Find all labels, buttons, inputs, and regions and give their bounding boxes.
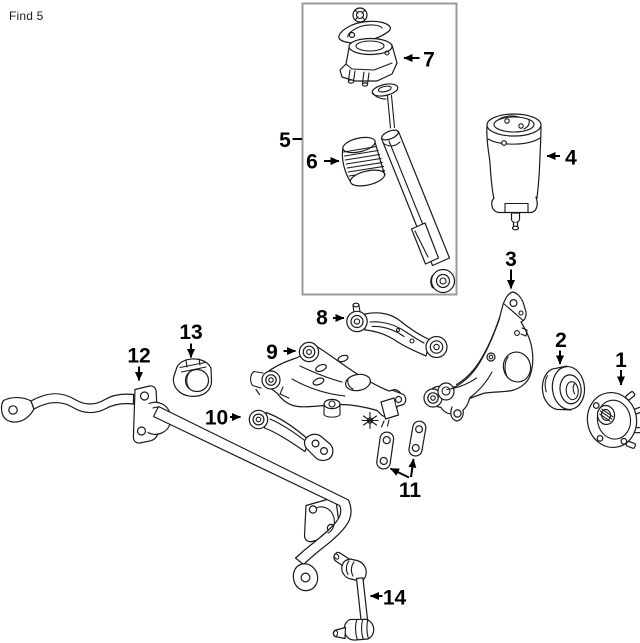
callout-14[interactable]: 14 bbox=[382, 586, 407, 610]
callout-2[interactable]: 2 bbox=[555, 329, 567, 352]
callout-13[interactable]: 13 bbox=[179, 321, 203, 344]
stabilizer-bushing[interactable] bbox=[173, 359, 211, 397]
callout-12[interactable]: 12 bbox=[127, 344, 151, 368]
callout-8[interactable]: 8 bbox=[316, 306, 328, 330]
callout-11[interactable]: 11 bbox=[398, 479, 422, 502]
callout-11-arrow-right bbox=[411, 459, 414, 477]
shock-absorber[interactable] bbox=[380, 96, 454, 293]
stabilizer-link[interactable] bbox=[333, 552, 374, 640]
callout-9[interactable]: 9 bbox=[266, 341, 278, 364]
callout-11-arrow-left bbox=[391, 469, 410, 478]
callout-10[interactable]: 10 bbox=[204, 406, 229, 430]
callout-3[interactable]: 3 bbox=[505, 248, 517, 271]
callout-1[interactable]: 1 bbox=[615, 349, 627, 372]
mount-nut bbox=[353, 8, 367, 22]
air-spring[interactable] bbox=[487, 114, 541, 230]
stabilizer-bar[interactable] bbox=[1, 386, 351, 591]
wheel-bearing[interactable] bbox=[540, 364, 586, 412]
hub[interactable] bbox=[583, 387, 640, 455]
shock-boot[interactable] bbox=[341, 135, 386, 189]
callout-4[interactable]: 4 bbox=[565, 146, 577, 170]
callout-6[interactable]: 6 bbox=[306, 150, 318, 174]
upper-control-arm[interactable] bbox=[347, 303, 447, 357]
spring-seat-washer bbox=[371, 82, 399, 99]
shock-assembly[interactable] bbox=[339, 8, 455, 293]
callout-5[interactable]: 5 bbox=[279, 129, 291, 152]
trailing-link[interactable] bbox=[249, 410, 333, 460]
strut-mount[interactable] bbox=[340, 39, 397, 87]
fork-bolt bbox=[362, 413, 378, 429]
callout-7[interactable]: 7 bbox=[423, 48, 435, 72]
find-instruction: Find 5 bbox=[9, 9, 44, 23]
link-plates[interactable] bbox=[376, 420, 427, 470]
